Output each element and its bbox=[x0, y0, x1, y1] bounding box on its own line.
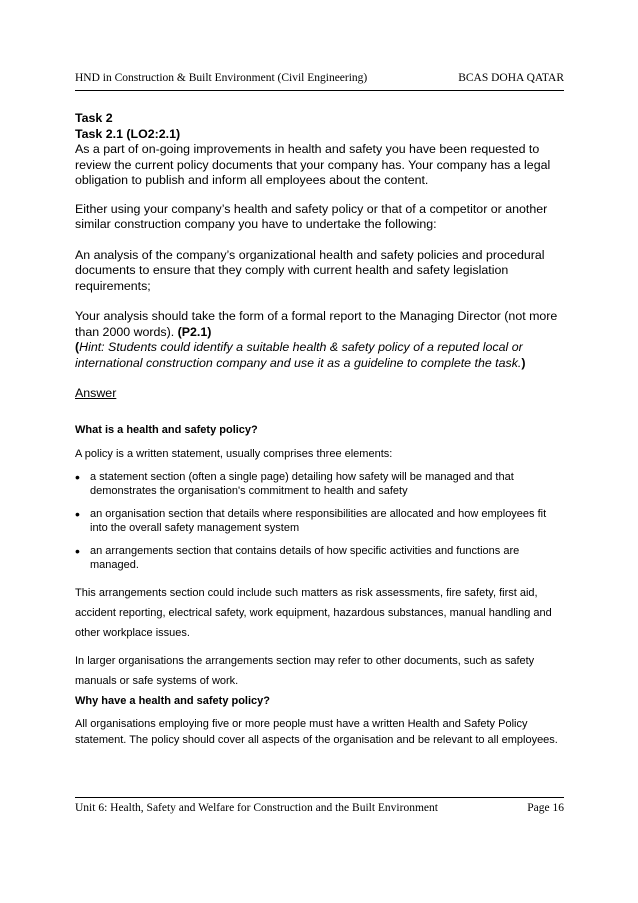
task-title: Task 2 bbox=[75, 111, 113, 125]
answer-label: Answer bbox=[75, 386, 117, 400]
footer-unit-title: Unit 6: Health, Safety and Welfare for Construction and the Built Environment bbox=[75, 802, 438, 814]
header-course-title: HND in Construction & Built Environment (Civil Engineering) bbox=[75, 72, 368, 84]
hint-close-paren: ) bbox=[521, 355, 526, 370]
policy-elements-list bbox=[75, 470, 564, 572]
heading-what-is-policy: What is a health and safety policy? bbox=[75, 423, 258, 436]
list-item-text: an arrangements section that contains details of how specific activities and functions are managed. bbox=[90, 544, 520, 571]
policy-intro: A policy is a written statement, usually comprises three elements: bbox=[75, 447, 393, 460]
header-institution: BCAS DOHA QATAR bbox=[458, 72, 564, 84]
list-item bbox=[75, 507, 564, 535]
larger-organisations-paragraph: In larger organisations the arrangements section may refer to other documents, such as safety manuals or safe systems of work. bbox=[75, 654, 535, 687]
task-paragraph-1: As a part of on-going improvements in health and safety you have been requested to review the current policy documents that your company has. Your company has a legal obligation to publish and inform all employees about the content. bbox=[75, 142, 551, 187]
why-policy-paragraph: All organisations employing five or more people must have a written Health and Safety Policy statement. The policy should cover all aspects of the organisation and be relevant to all employees. bbox=[75, 717, 558, 746]
list-item bbox=[75, 544, 564, 572]
page-footer bbox=[75, 797, 564, 822]
page-number: Page 16 bbox=[527, 802, 564, 814]
hint-open-paren: ( bbox=[75, 340, 80, 354]
page-body bbox=[75, 111, 564, 748]
task-paragraph-2: Either using your company’s health and safety policy or that of a competitor or another similar construction company you have to undertake the following: bbox=[75, 201, 548, 231]
task-subtitle: Task 2.1 (LO2:2.1) bbox=[75, 126, 181, 141]
list-item-text: a statement section (often a single page) detailing how safety will be managed and that demonstrates the organisation's commitment to health and safety bbox=[90, 470, 514, 497]
task-paragraph-4 bbox=[75, 309, 564, 340]
heading-why-policy: Why have a health and safety policy? bbox=[75, 694, 270, 707]
list-item bbox=[75, 470, 564, 498]
task-paragraph-4-text: Your analysis should take the form of a formal report to the Managing Director (not more than 2000 words). bbox=[75, 309, 558, 339]
list-item-text: an organisation section that details where responsibilities are allocated and how employees fit into the overall safety management system bbox=[90, 507, 547, 534]
task-paragraph-3: An analysis of the company’s organizational health and safety policies and procedural documents to ensure that they comply with current health and safety legislation requirements; bbox=[75, 247, 545, 293]
task-reference: (P2.1) bbox=[177, 324, 212, 339]
task-hint bbox=[75, 340, 564, 371]
arrangements-paragraph: This arrangements section could include such matters as risk assessments, fire safety, first aid, accident reporting, electrical safety, work equipment, hazardous substances, manual handling and other workplace issues. bbox=[75, 586, 552, 639]
hint-text: Hint: Students could identify a suitable health & safety policy of a reputed local or international construction company and use it as a guideline to complete the task. bbox=[75, 340, 523, 370]
page-header bbox=[75, 72, 564, 91]
